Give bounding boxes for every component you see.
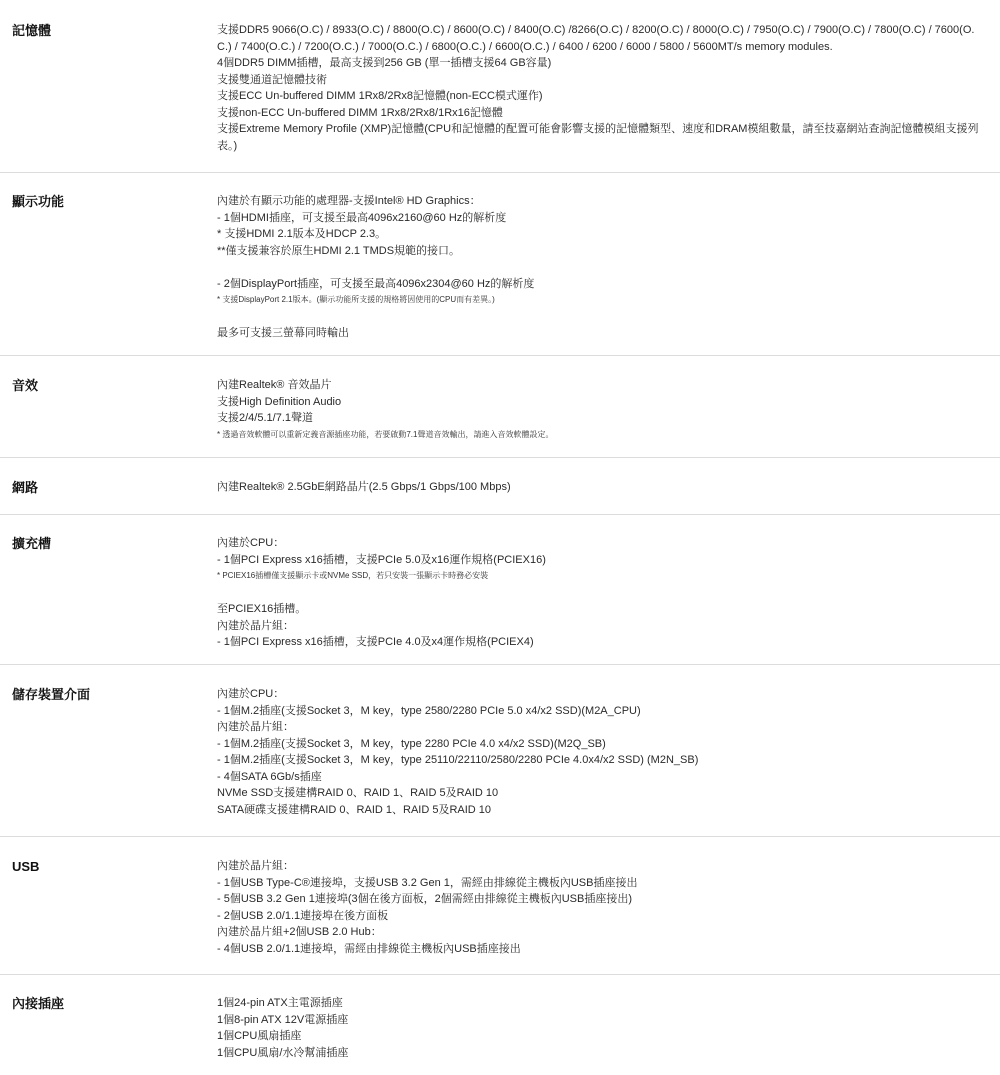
spec-line: 內建於晶片組： (217, 721, 294, 733)
spec-row-display (0, 173, 1000, 356)
spacer (217, 259, 988, 276)
spec-label-display: 顯示功能 (12, 194, 65, 209)
spec-row-internal-connectors (0, 975, 1000, 1075)
spec-body-storage (205, 686, 988, 836)
spec-line: 支援ECC Un-buffered DIMM 1Rx8/2Rx8記憶體(non-ECC模式運作) (217, 90, 543, 102)
spec-line: - 1個USB Type-C®連接埠，支援USB 3.2 Gen 1，需經由排線從主機板內USB插座接出 (217, 876, 638, 889)
spacer (217, 585, 988, 602)
spec-line: 最多可支援三螢幕同時輸出 (217, 327, 349, 339)
spec-line: - 1個PCI Express x16插槽，支援PCIe 4.0及x4運作規格(PCIEX4) (217, 636, 534, 648)
spec-line: 內建於晶片組： (217, 860, 294, 872)
spec-body-internal-connectors (205, 995, 988, 1075)
spec-body-display (205, 193, 988, 355)
spec-line: - 1個PCI Express x16插槽，支援PCIe 5.0及x16運作規格(PCIEX16) (217, 553, 546, 566)
spec-line: 支援DDR5 9066(O.C) / 8933(O.C) / 8800(O.C) / 8600(O.C) / 8400(O.C) /8266(O.C) / 8200(O.C) / 8000(O.C) / 7950(O.C) / 7900(O.C) / 7800(O.C) / 7600(O.C.) / 7400(O.C.) / 7200(O.C.) / 7000(O.C.) / 6800(O.C.) / 6600(O.C.) / 6400 / 6200 / 6000 / 5800 / 5600MT/s memory modules. (217, 24, 975, 53)
spec-row-network (0, 458, 1000, 515)
spec-line: 至PCIEX16插槽。 (217, 603, 307, 615)
spec-line: 支援non-ECC Un-buffered DIMM 1Rx8/2Rx8/1Rx16記憶體 (217, 106, 503, 119)
spec-line: - 1個M.2插座(支援Socket 3，M key，type 25110/22110/2580/2280 PCIe 4.0x4/x2 SSD) (M2N_SB) (217, 754, 699, 766)
spec-line: **僅支援兼容於原生HDMI 2.1 TMDS規範的接口。 (217, 244, 461, 257)
spec-line: NVMe SSD支援建構RAID 0、RAID 1、RAID 5及RAID 10 (217, 787, 499, 799)
spec-line: - 2個DisplayPort插座，可支援至最高4096x2304@60 Hz的解析度 (217, 277, 535, 290)
spec-label-audio: 音效 (12, 378, 39, 393)
spec-note: * 透過音效軟體可以重新定義音源插座功能，若要啟動7.1聲道音效輸出，請進入音效軟體設定。 (217, 429, 554, 439)
spec-row-storage (0, 665, 1000, 837)
spec-note: * 支援DisplayPort 2.1版本。(顯示功能所支援的規格將因使用的CPU而有差異。) (217, 295, 495, 304)
spec-body-audio (205, 377, 988, 457)
spec-line: 內建於CPU： (217, 537, 285, 549)
spec-line: 4個DDR5 DIMM插槽，最高支援到256 GB (單一插槽支援64 GB容量) (217, 57, 552, 69)
spec-line: 內建於晶片組： (217, 619, 294, 632)
spec-label-internal-connectors: 內接插座 (12, 996, 65, 1011)
spec-line: 支援雙通道記憶體技術 (217, 73, 327, 86)
spec-line: - 5個USB 3.2 Gen 1連接埠(3個在後方面板，2個需經由排線從主機板內USB插座接出) (217, 893, 633, 905)
spec-row-audio (0, 356, 1000, 458)
spec-line: 內建於有顯示功能的處理器-支援Intel® HD Graphics： (217, 195, 481, 207)
spec-line: - 4個SATA 6Gb/s插座 (217, 770, 322, 783)
spec-label-usb: USB (12, 859, 40, 874)
spec-row-expansion (0, 515, 1000, 665)
spec-label-storage: 儲存裝置介面 (12, 687, 91, 702)
spec-row-usb (0, 837, 1000, 975)
spec-line: 1個8-pin ATX 12V電源插座 (217, 1013, 349, 1026)
spec-line: SATA硬碟支援建構RAID 0、RAID 1、RAID 5及RAID 10 (217, 803, 492, 816)
spec-line: 內建Realtek® 音效晶片 (217, 379, 332, 391)
spec-line: 內建Realtek® 2.5GbE網路晶片(2.5 Gbps/1 Gbps/100 Mbps) (217, 481, 511, 493)
spec-line: - 4個USB 2.0/1.1連接埠，需經由排線從主機板內USB插座接出 (217, 942, 521, 955)
spec-body-expansion (205, 535, 988, 664)
spec-line: 內建於CPU： (217, 688, 285, 700)
spec-body-memory (205, 22, 988, 172)
spec-line: 支援Extreme Memory Profile (XMP)記憶體(CPU和記憶體的配置可能會影響支援的記憶體類型、速度和DRAM模組數量，請至技嘉網站查詢記憶體模組支援列表。) (217, 123, 979, 152)
spec-line: - 1個M.2插座(支援Socket 3，M key，type 2580/2280 PCIe 5.0 x4/x2 SSD)(M2A_CPU) (217, 704, 641, 717)
spec-line: - 1個HDMI插座，可支援至最高4096x2160@60 Hz的解析度 (217, 211, 507, 224)
spec-line: 支援High Definition Audio (217, 395, 342, 408)
spec-line: 1個CPU風扇插座 (217, 1030, 302, 1042)
spec-note: * PCIEX16插槽僅支援顯示卡或NVMe SSD，若只安裝一張顯示卡時務必安裝 (217, 571, 489, 580)
spec-line: 1個CPU風扇/水冷幫浦插座 (217, 1046, 349, 1059)
spec-label-memory: 記憶體 (12, 23, 52, 38)
spec-body-network (205, 479, 988, 514)
spacer (217, 309, 988, 326)
spec-row-memory (0, 0, 1000, 173)
spec-body-usb (205, 858, 988, 974)
spec-line: - 1個M.2插座(支援Socket 3，M key，type 2280 PCIe 4.0 x4/x2 SSD)(M2Q_SB) (217, 737, 606, 750)
spec-line: 內建於晶片組+2個USB 2.0 Hub： (217, 926, 382, 938)
spec-line: - 2個USB 2.0/1.1連接埠在後方面板 (217, 909, 389, 922)
spec-label-expansion: 擴充槽 (12, 536, 52, 551)
spec-label-network: 網路 (12, 480, 39, 495)
spec-line: 支援2/4/5.1/7.1聲道 (217, 412, 313, 424)
spec-line: * 支援HDMI 2.1版本及HDCP 2.3。 (217, 228, 387, 240)
spec-line: 1個24-pin ATX主電源插座 (217, 997, 343, 1009)
